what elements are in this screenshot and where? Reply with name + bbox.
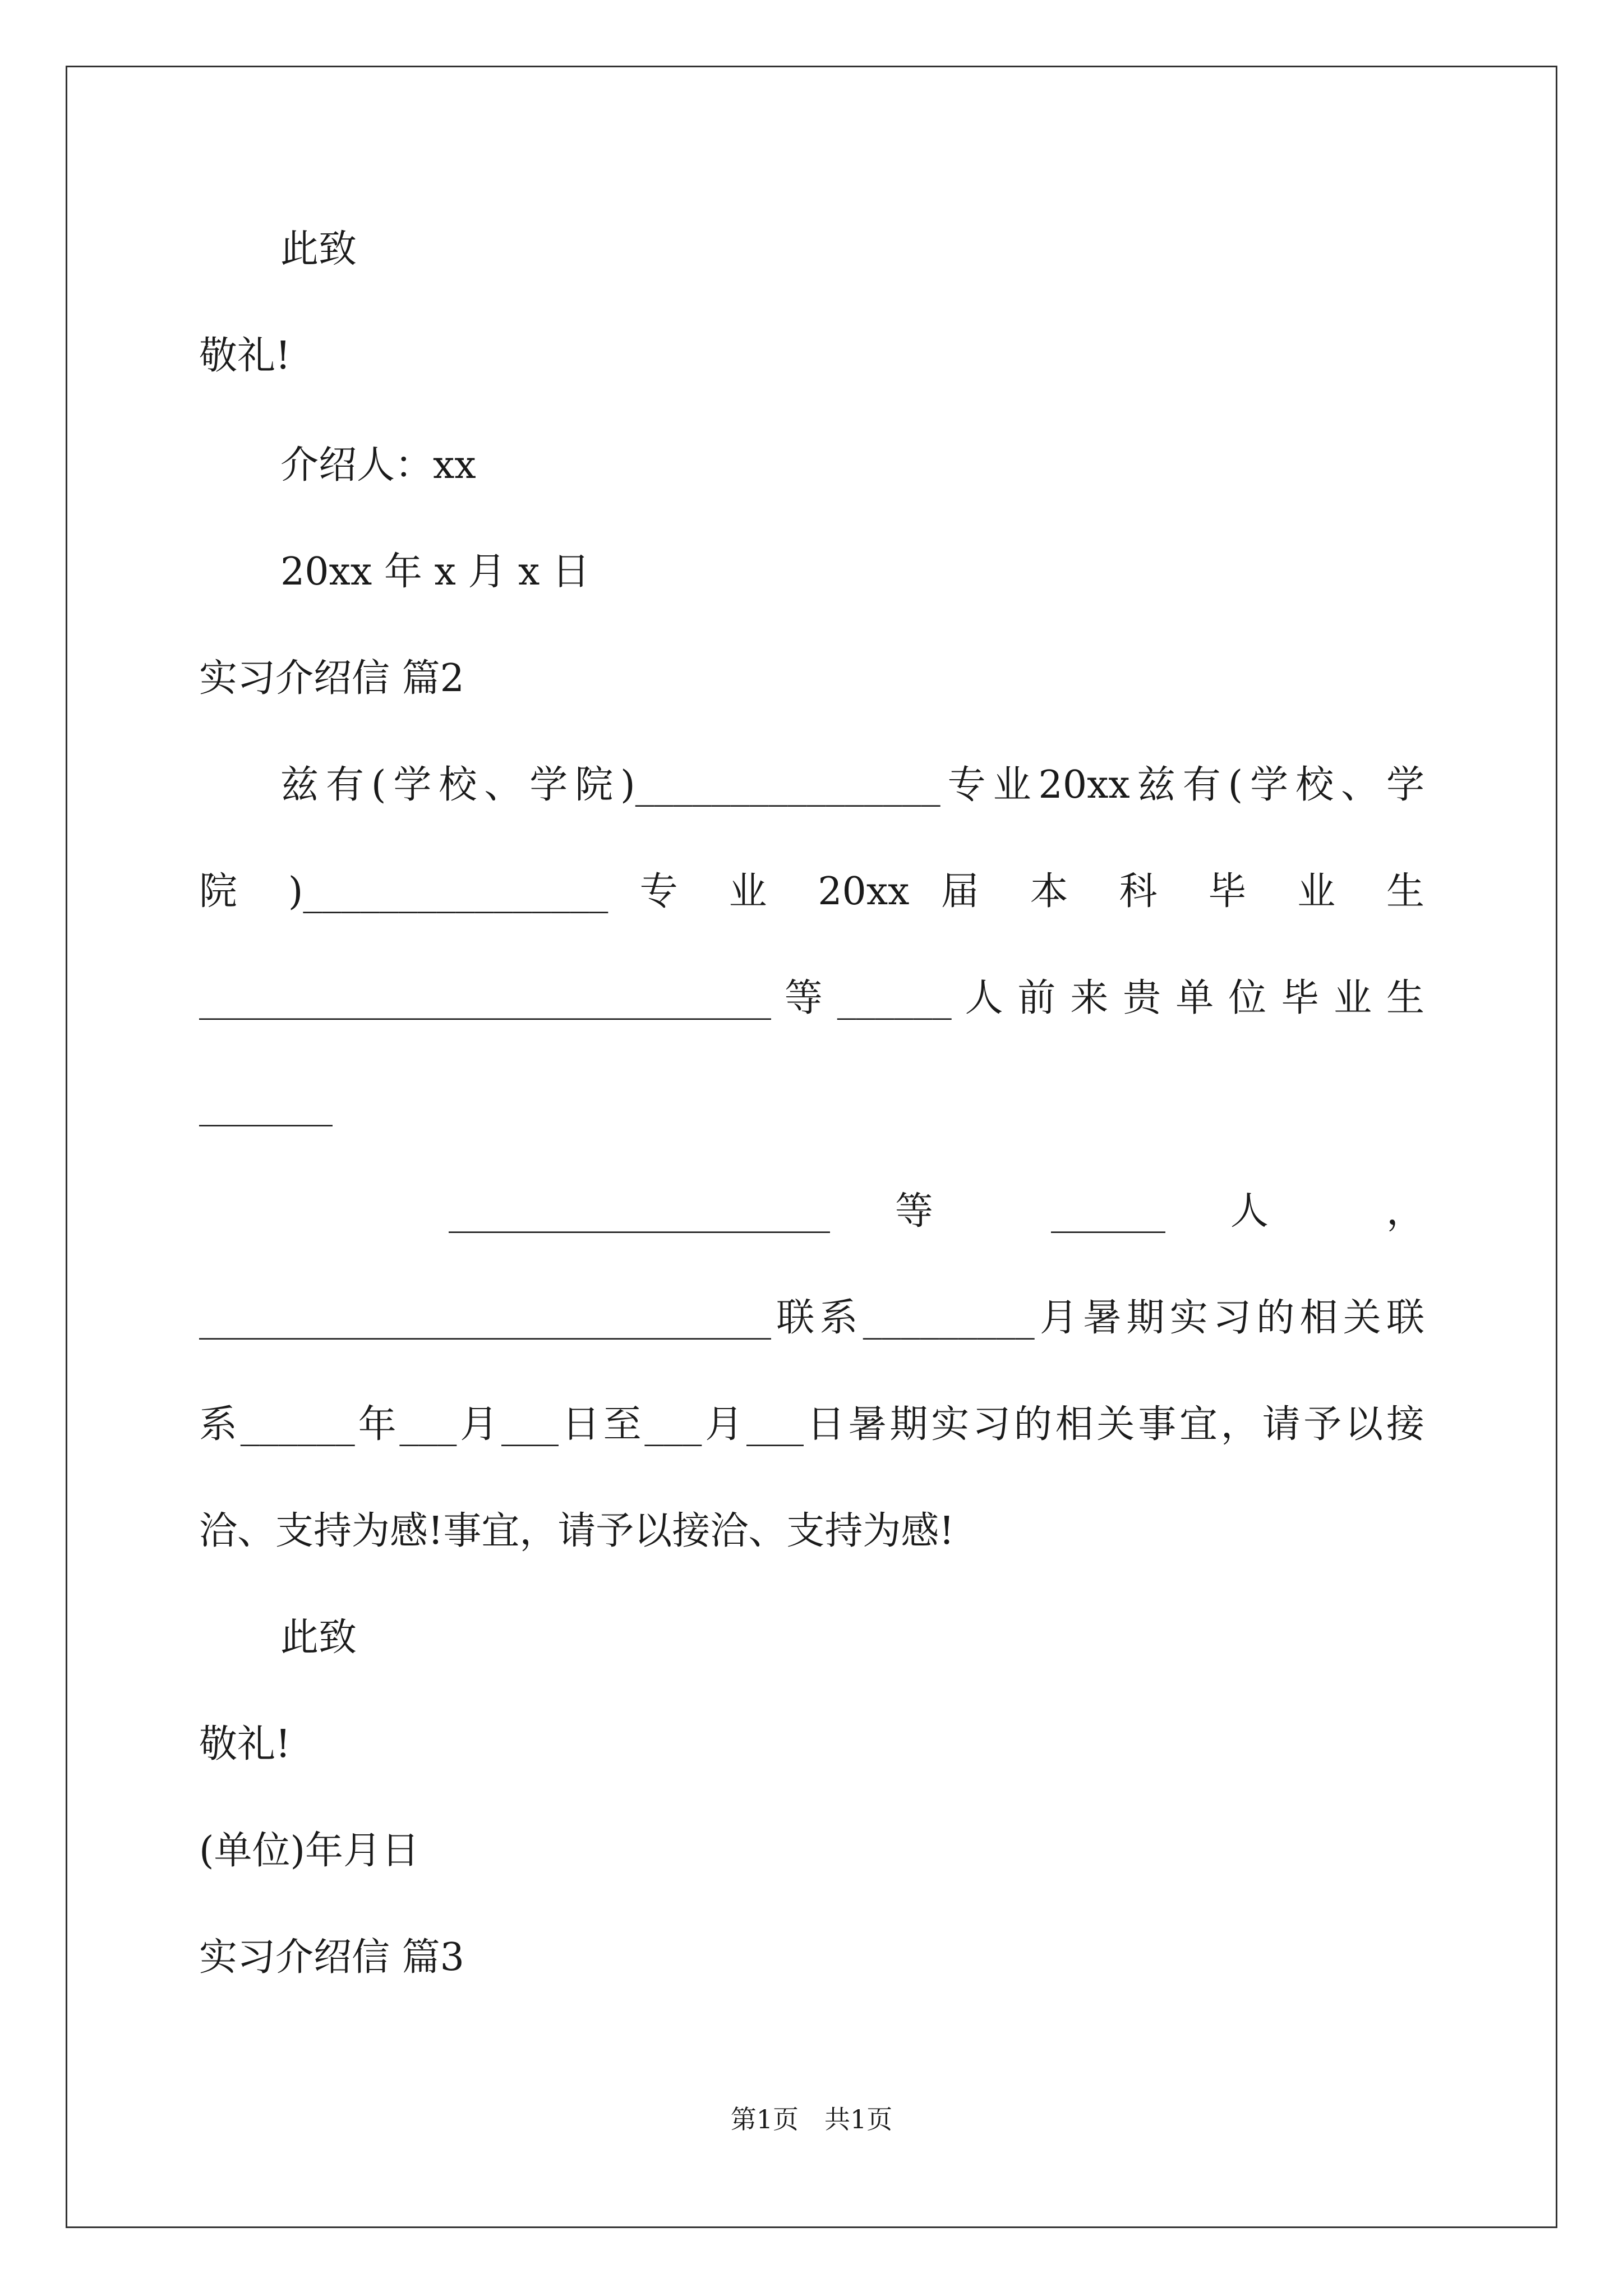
regards-line-2: 敬礼! [199,1722,291,1766]
date-line: 20xx 年 x 月 x 日 [280,550,591,594]
page-frame [66,66,1557,2228]
body-line-7: 系______年___月___日至___月___日暑期实习的相关事宜，请予以接 [199,1402,1424,1447]
section-heading-2: 实习介绍信 篇2 [199,656,464,701]
signature-date-line: (单位)年月日 [199,1829,420,1873]
body-line-1: 兹有(学校、学院)________________专业20xx兹有(学校、学 [280,763,1424,807]
body-line-5: ____________________ 等 ______ 人 ， [449,1189,1424,1234]
body-line-3: ______________________________ 等 ______ 人 前 来 贵 单 位 毕 业 生 [199,976,1424,1020]
section-heading-3: 实习介绍信 篇3 [199,1935,464,1980]
introducer-line: 介绍人：xx [280,443,476,487]
body-line-4: _______ [199,1083,333,1127]
regards-line: 敬礼! [199,334,291,378]
body-line-6: ______________________________联系_________月暑期实习的相关联 [199,1296,1424,1340]
body-line-2: 院 )________________ 专 业 20xx 届 本 科 毕 业 生 [199,869,1424,914]
body-line-8: 洽、支持为感!事宜，请予以接洽、支持为感! [199,1509,955,1553]
page-footer: 第1页 共1页 [730,2104,893,2134]
closing-salutation: 此致 [280,227,357,272]
closing-salutation-2: 此致 [280,1616,357,1660]
